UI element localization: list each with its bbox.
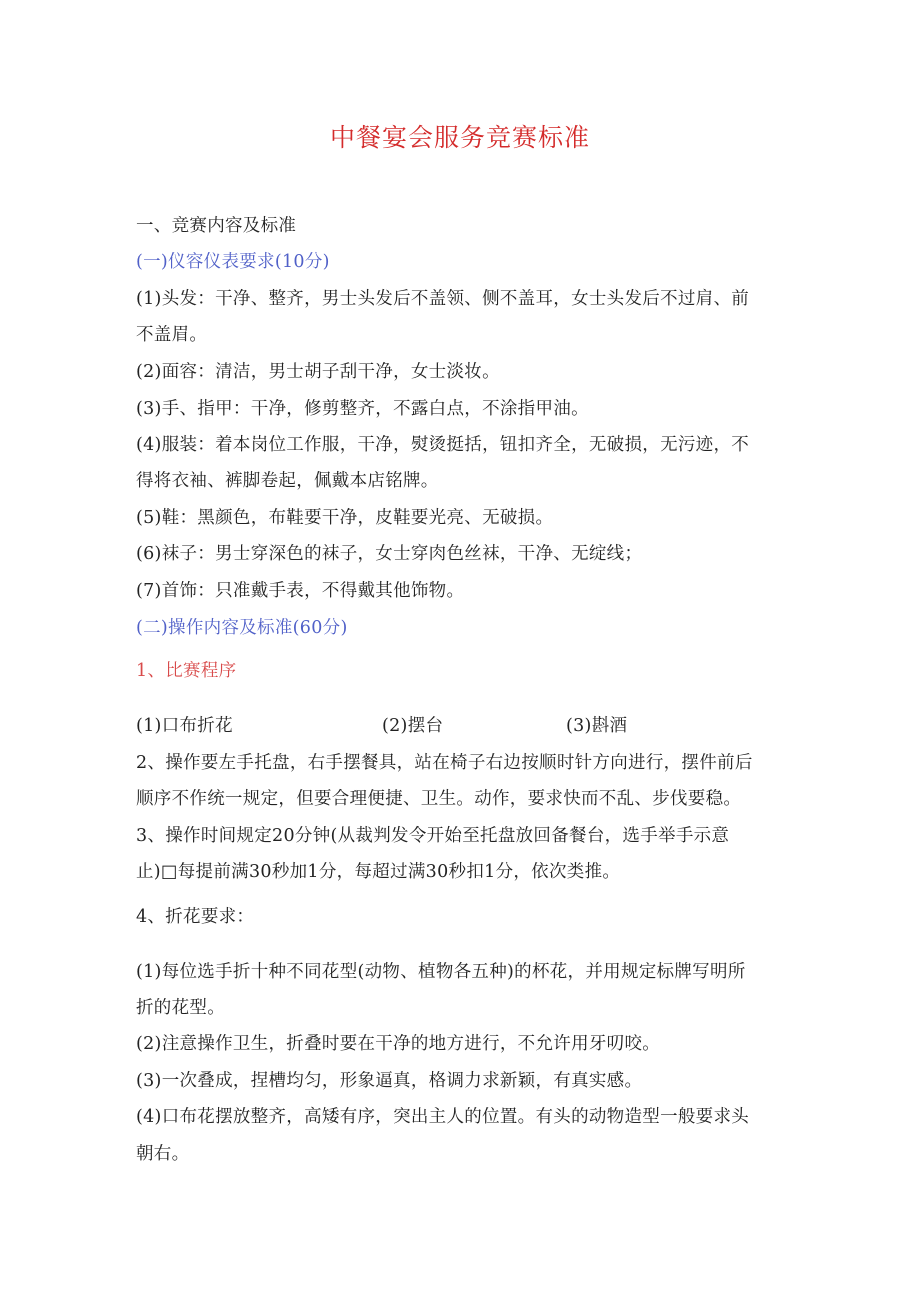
paragraph-line: 顺序不作统一规定，但要合理便捷、卫生。动作，要求快而不乱、步伐要稳。 bbox=[136, 789, 742, 809]
paragraph-line: 得将衣袖、裤脚卷起，佩戴本店铭牌。 bbox=[136, 471, 439, 491]
paragraph-line: 止)□每提前满30秒加1分，每超过满30秒扣1分，依次类推。 bbox=[136, 862, 621, 882]
paragraph-line: (5)鞋：黑颜色，布鞋要干净，皮鞋要光亮、无破损。 bbox=[136, 508, 554, 528]
paragraph-line: (1)头发：干净、整齐，男士头发后不盖领、侧不盖耳，女士头发后不过肩、前 bbox=[136, 289, 750, 309]
paragraph-line: 3、操作时间规定20分钟(从裁判发令开始至托盘放回备餐台，选手举手示意 bbox=[136, 826, 730, 846]
paragraph-line: 朝右。 bbox=[136, 1144, 190, 1164]
step-item: (1)口布折花 bbox=[136, 716, 233, 736]
section-heading: 一、竞赛内容及标准 bbox=[136, 216, 297, 236]
paragraph-line: (4)口布花摆放整齐，高矮有序，突出主人的位置。有头的动物造型一般要求头 bbox=[136, 1107, 750, 1127]
paragraph-line: 2、操作要左手托盘，右手摆餐具，站在椅子右边按顺时针方向进行，摆件前后 bbox=[136, 753, 753, 773]
item-heading: 4、折花要求： bbox=[136, 907, 255, 927]
paragraph-line: (3)一次叠成，捏槽均匀，形象逼真，格调力求新颖，有真实感。 bbox=[136, 1071, 643, 1091]
subsection-heading: (二)操作内容及标准(60分) bbox=[136, 618, 348, 638]
document-title: 中餐宴会服务竞赛标准 bbox=[329, 123, 590, 152]
paragraph-line: (6)袜子：男士穿深色的袜子，女士穿肉色丝袜，干净、无绽线； bbox=[136, 544, 643, 564]
paragraph-line: 不盖眉。 bbox=[136, 325, 208, 345]
paragraph-line: (2)注意操作卫生，折叠时要在干净的地方进行，不允许用牙叨咬。 bbox=[136, 1034, 661, 1054]
paragraph-line: (2)面容：清洁，男士胡子刮干净，女士淡妆。 bbox=[136, 362, 500, 382]
paragraph-line: (7)首饰：只准戴手表，不得戴其他饰物。 bbox=[136, 581, 465, 601]
item-heading: 1、比赛程序 bbox=[136, 661, 237, 681]
step-item: (2)摆台 bbox=[382, 716, 444, 736]
subsection-heading: (一)仪容仪表要求(10分) bbox=[136, 252, 330, 272]
paragraph-line: (4)服装：着本岗位工作服，干净，熨烫挺括，钮扣齐全，无破损，无污迹，不 bbox=[136, 435, 750, 455]
paragraph-line: 折的花型。 bbox=[136, 998, 225, 1018]
paragraph-line: (1)每位选手折十种不同花型(动物、植物各五种)的杯花，并用规定标牌写明所 bbox=[136, 962, 746, 982]
step-item: (3)斟酒 bbox=[566, 716, 628, 736]
paragraph-line: (3)手、指甲：干净，修剪整齐，不露白点，不涂指甲油。 bbox=[136, 399, 589, 419]
